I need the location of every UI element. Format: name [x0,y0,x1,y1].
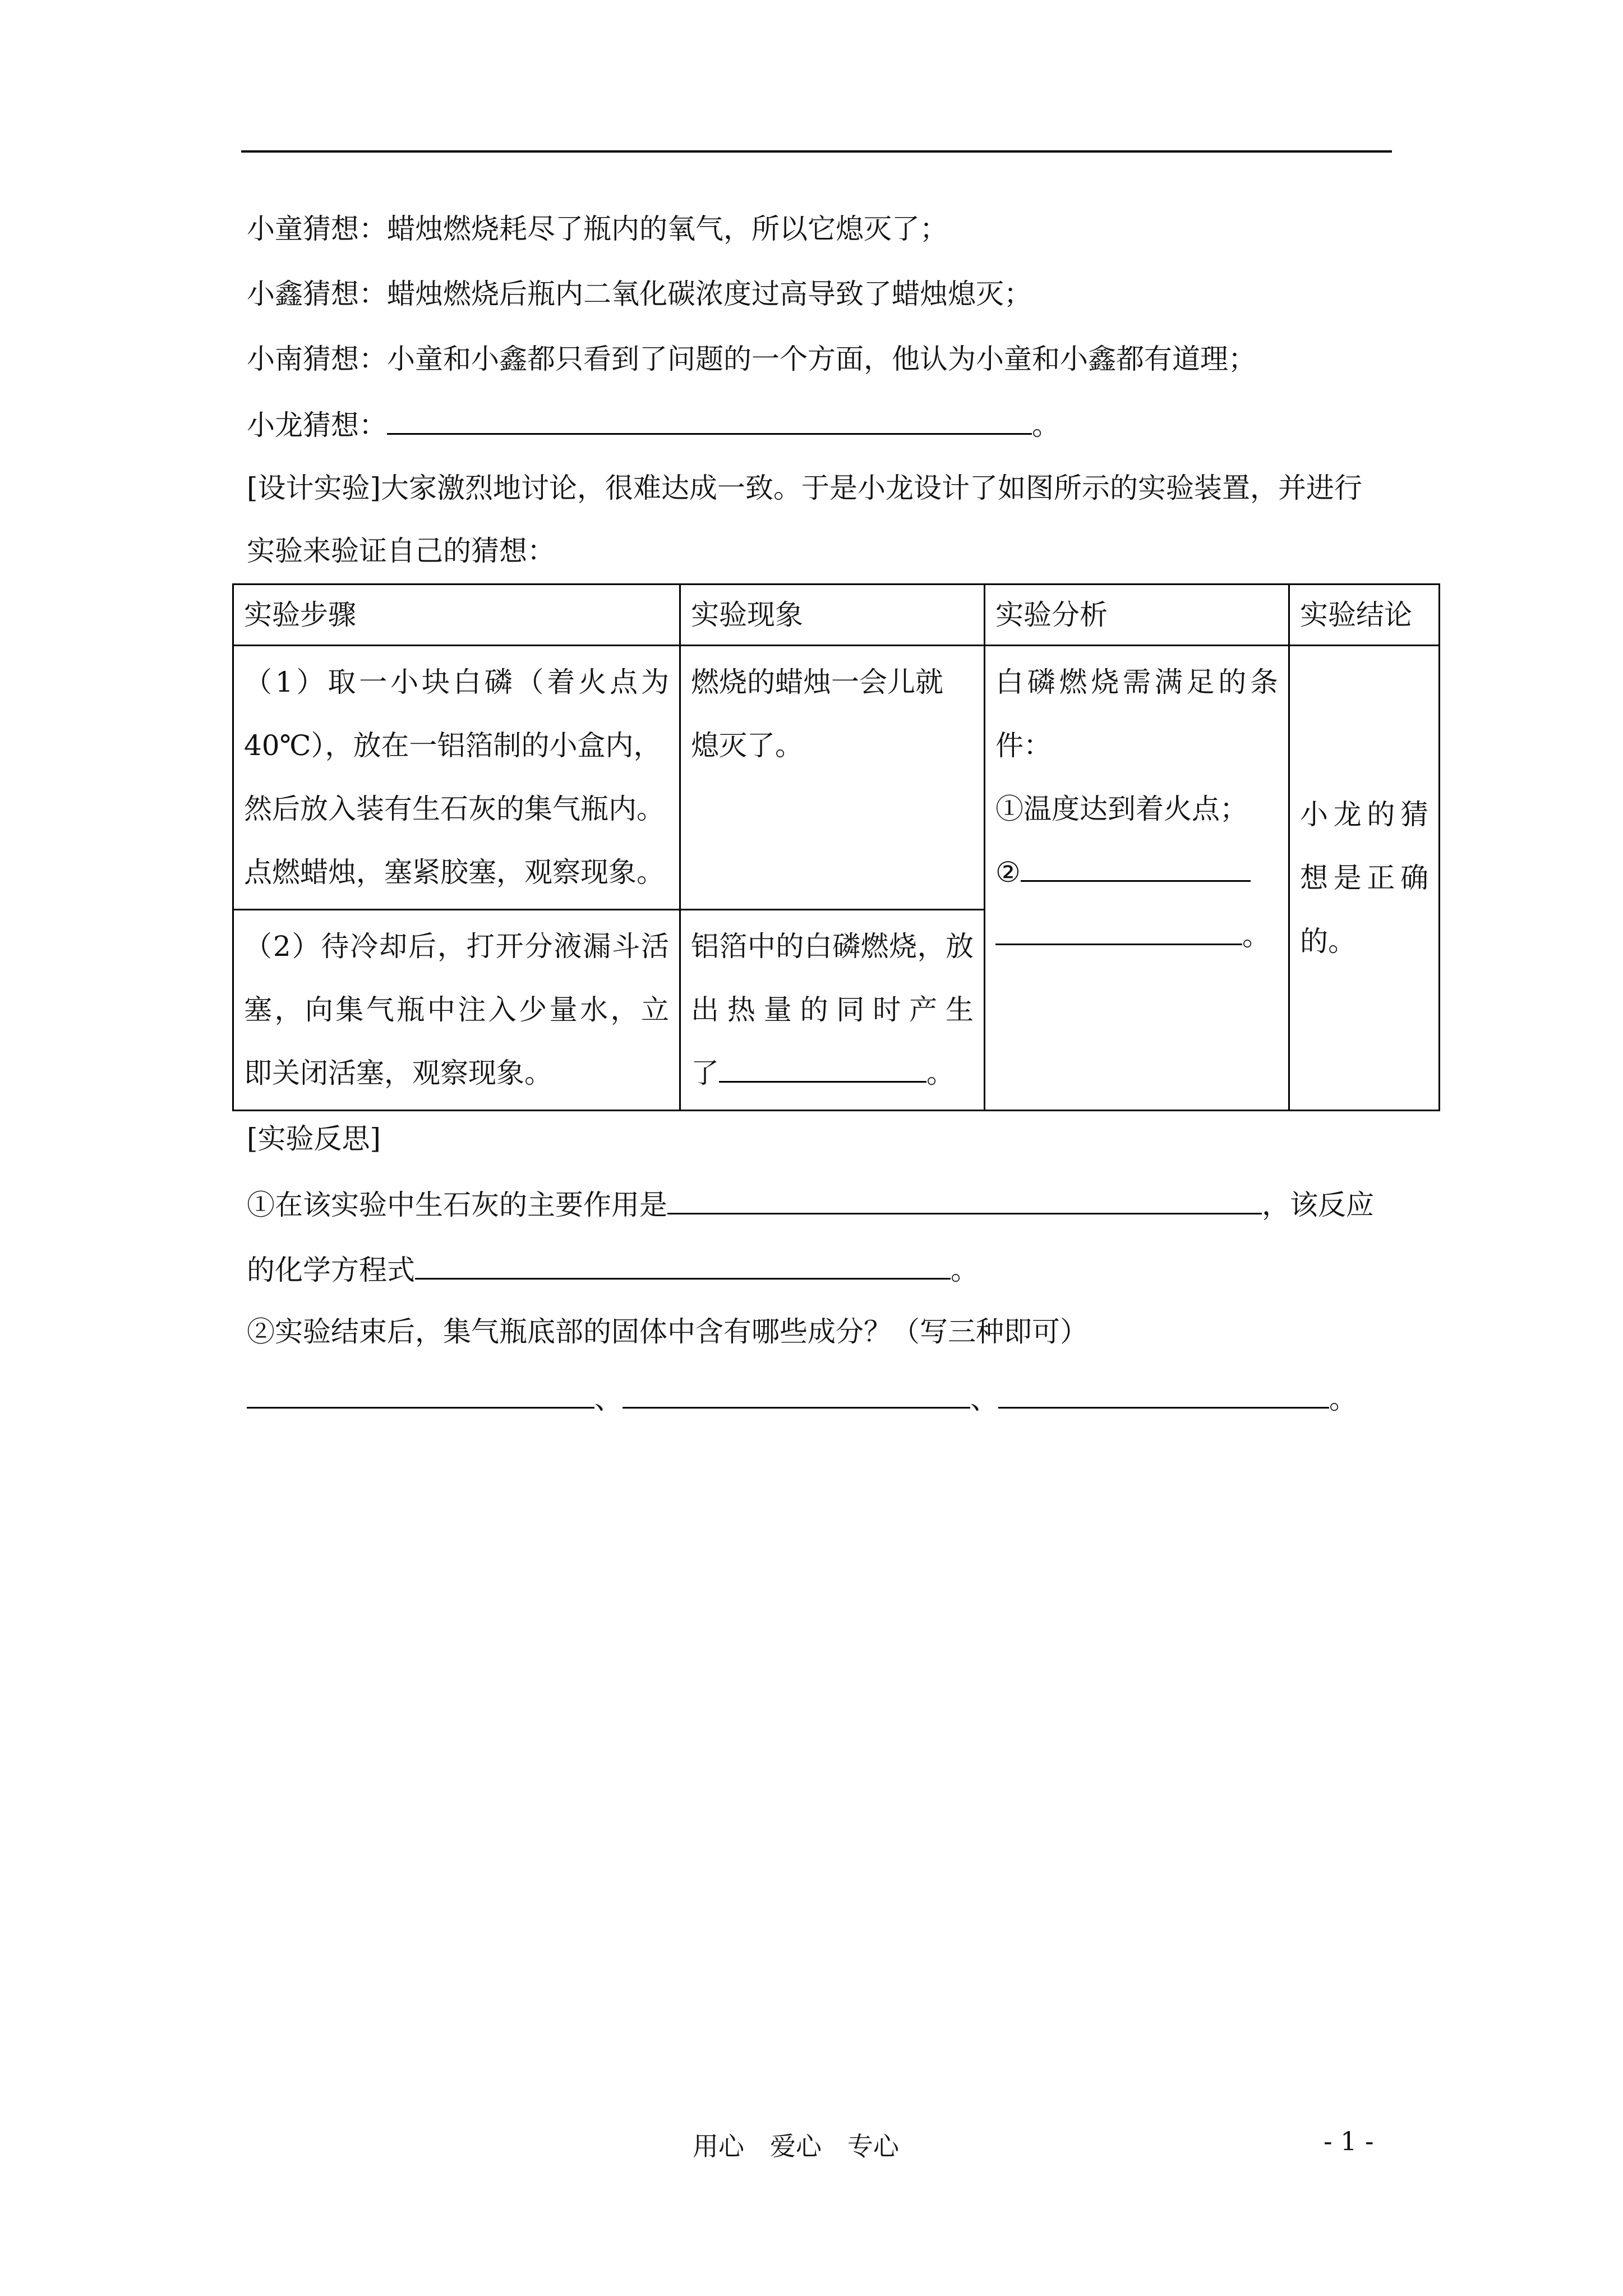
answer-blank-product[interactable] [719,1054,926,1083]
table-header-row [233,585,1440,646]
header-conclusion: 实验结论 [1289,585,1440,646]
guess-xiaonan: 小南猜想：小童和小鑫都只看到了问题的一个方面，他认为小童和小鑫都有道理； [247,343,1256,375]
guess-xiaolong: 小龙猜想： 。 [247,406,1060,442]
analysis-cell: 白磷燃烧需满足的条 件： ①温度达到着火点； ② 。 [985,646,1289,1111]
guess-xiaotong: 小童猜想：蜡烛燃烧耗尽了瓶内的氧气，所以它熄灭了； [247,213,948,245]
header-analysis: 实验分析 [985,585,1289,646]
design-paragraph-line1: [设计实验]大家激烈地讨论，很难达成一致。于是小龙设计了如图所示的实验装置，并进行 [247,472,1363,504]
phenomenon-2-cell: 铝箔中的白磷燃烧，放 出热量的同时产生 了 。 [680,910,985,1111]
experiment-table [232,583,1440,1111]
answer-blank-solid-3[interactable] [998,1380,1329,1409]
answer-blank-solid-1[interactable] [247,1380,594,1409]
answer-blank-condition-a[interactable] [1021,853,1251,882]
question-1-line1: ①在该实验中生石灰的主要作用是 ，该反应 [247,1186,1374,1222]
conclusion-cell: 小龙的猜 想是正确 的。 [1289,646,1440,1111]
table-row [233,646,1440,910]
step-2-cell: （2）待冷却后，打开分液漏斗活 塞，向集气瓶中注入少量水，立 即关闭活塞，观察现象。 [233,910,680,1111]
step-1-cell: （1）取一小块白磷（着火点为 40℃），放在一铝箔制的小盒内， 然后放入装有生石灰的集气瓶内。 点燃蜡烛，塞紧胶塞，观察现象。 [233,646,680,910]
xiaolong-label: 小龙猜想： [247,409,387,441]
question-1-line2: 的化学方程式 。 [247,1251,979,1287]
answer-blank-quicklime-role[interactable] [667,1186,1262,1214]
answer-blank-solid-2[interactable] [623,1380,970,1409]
header-phenomenon: 实验现象 [680,585,985,646]
footer-motto: 用心 爱心 专心 [693,2131,899,2161]
guess-xiaoxin: 小鑫猜想：蜡烛燃烧后瓶内二氧化碳浓度过高导致了蜡烛熄灭； [247,278,1032,310]
question-2: ②实验结束后，集气瓶底部的固体中含有哪些成分？（写三种即可） [247,1315,1088,1348]
question-2-answers: 、 、 。 [247,1380,1357,1416]
header-step: 实验步骤 [233,585,680,646]
header-rule [241,150,1392,153]
phenomenon-1-cell: 燃烧的蜡烛一会儿就 熄灭了。 [680,646,985,910]
answer-blank-xiaolong[interactable] [387,406,1032,435]
page-number: - 1 - [1324,2126,1374,2156]
reflection-title: [实验反思] [247,1122,381,1155]
answer-blank-condition-b[interactable] [995,917,1242,945]
design-paragraph-line2: 实验来验证自己的猜想： [247,535,555,567]
answer-blank-equation[interactable] [415,1251,951,1280]
